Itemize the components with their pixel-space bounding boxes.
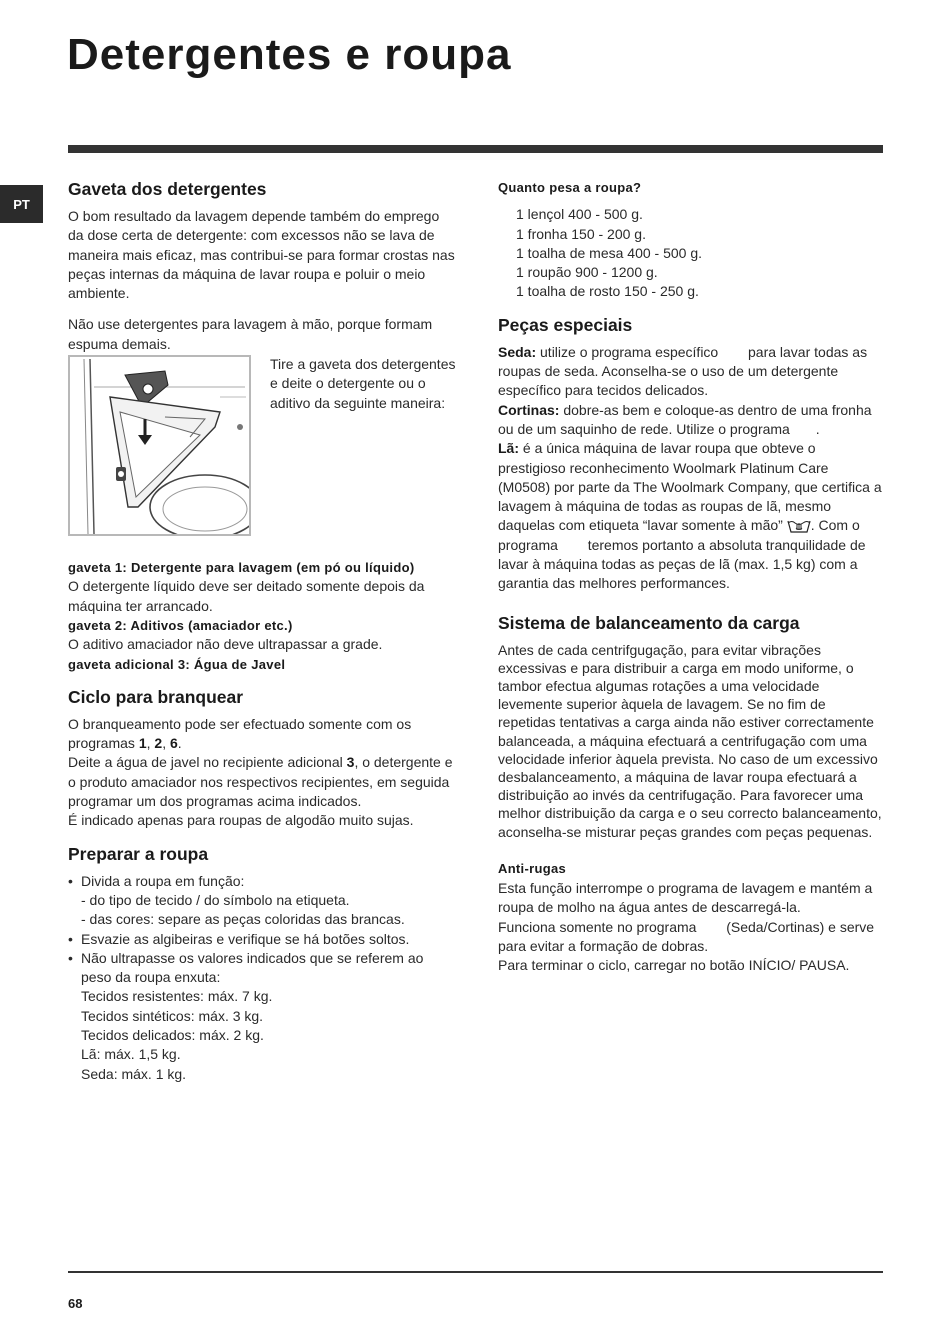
weight-limit: Seda: máx. 1 kg. xyxy=(81,1065,187,1082)
slot-3-label: gaveta adicional 3: Água de Javel xyxy=(68,656,286,672)
bleach-paragraph-1: O branqueamento pode ser efectuado somente com os programas 1, 2, 6. xyxy=(68,715,412,752)
weight-list xyxy=(498,205,883,301)
weight-limit: Tecidos resistentes: máx. 7 kg. xyxy=(81,988,273,1005)
right-column xyxy=(498,178,883,976)
program-number: 2 xyxy=(154,735,163,752)
slot-2-label: gaveta 2: Aditivos (amaciador etc.) xyxy=(68,617,293,633)
slot-1-text: O detergente líquido deve ser deitado somente depois da máquina ter arrancado. xyxy=(68,578,425,614)
anticrease-paragraph-3: Para terminar o ciclo, carregar no botão INÍCIO/ PAUSA. xyxy=(498,957,850,974)
drawer-intro: O bom resultado da lavagem depende também do emprego da dose certa de detergente: com excessos não se lava de maneira mais eficaz, mas contribui-se para formar crostas nas peças internas da máquina de lavar roupa e poluir o meio ambiente. xyxy=(68,208,455,302)
drawer-figure-row xyxy=(68,355,456,536)
prepare-heading: Preparar a roupa xyxy=(68,843,209,864)
balance-heading: Sistema de balanceamento da carga xyxy=(498,612,800,633)
balance-paragraph: Antes de cada centrifgugação, para evitar vibrações excessivas e para distribuir a carga em modo uniforme, o tambor efectua algumas rotações a uma velocidade levemente superior àquela de lavagem. Se no fim de repetidas tentativas a carga ainda não estiver correctamente balanceada, a máquina efectuará a centrifugação com uma velocidade inferior àquela prevista. No caso de um excessivo desbalanceamento, a máquina de lavar roupa efectuará a distribuição ao invés da centrifugação. Para favorecer uma melhor distribuição da carga e o seu correcto balanceamento, aconselha-se misturar peças grandes com peças pequenas. xyxy=(498,641,882,840)
list-item: • Esvazie as algibeiras e verifique se há botões soltos. xyxy=(68,930,410,947)
wool-paragraph: Lã: é a única máquina de lavar roupa que obteve o prestigioso reconhecimento Woolmark Platinum Care (M0508) por parte da The Woolmark Company, que certifica a lavagem à máquina de todas as roupas de lã, mesmo daquelas com etiqueta “lavar somente à mão” . Com o programa teremos portanto a absoluta tranquilidade de lavar à máquina todas as peças de lã (max. 1,5 kg) com a garantia das melhores performances. xyxy=(498,440,882,592)
page-title: Detergentes e roupa xyxy=(67,30,512,79)
list-item: • Divida a roupa em função: - do tipo de tecido / do símbolo na etiqueta. - das cores: separe as peças coloridas das brancas. xyxy=(68,872,456,930)
list-item: 1 lençol 400 - 500 g. xyxy=(516,206,643,223)
anticrease-paragraph-2: Funciona somente no programa (Seda/Cortinas) e serve para evitar a formação de dobras. xyxy=(498,918,875,955)
list-item: 1 fronha 150 - 200 g. xyxy=(516,225,646,242)
weight-limit: Tecidos sintéticos: máx. 3 kg. xyxy=(81,1007,264,1024)
prepare-list xyxy=(68,872,456,1084)
slot-1-label: gaveta 1: Detergente para lavagem (em pó ou líquido) xyxy=(68,560,415,576)
drawer-warning: Não use detergentes para lavagem à mão, porque formam espuma demais. xyxy=(68,316,433,352)
language-tab: PT xyxy=(0,185,43,223)
bottom-divider xyxy=(68,1271,883,1273)
program-number: 6 xyxy=(169,735,178,752)
list-item: 1 toalha de mesa 400 - 500 g. xyxy=(516,244,703,261)
list-item: • Não ultrapasse os valores indicados que se referem ao peso da roupa enxuta: Tecidos resistentes: máx. 7 kg. Tecidos sintéticos: máx. 3 kg. Tecidos delicados: máx. 2 kg. Lã: máx. 1,5 kg. Seda: máx. 1 kg. xyxy=(68,949,456,1084)
hand-wash-symbol-icon xyxy=(787,519,811,533)
figure-caption: Tire a gaveta dos detergentes e deite o detergente ou o aditivo da seguinte maneira: xyxy=(270,356,456,411)
list-subitem: - do tipo de tecido / do símbolo na etiqueta. xyxy=(81,891,350,908)
detergent-drawer-illustration xyxy=(68,355,251,536)
bleach-heading: Ciclo para branquear xyxy=(68,686,244,707)
program-number: 1 xyxy=(138,735,147,752)
container-number: 3 xyxy=(346,754,355,771)
drawer-heading: Gaveta dos detergentes xyxy=(68,179,267,199)
special-heading: Peças especiais xyxy=(498,314,633,335)
weight-heading: Quanto pesa a roupa? xyxy=(498,180,642,195)
top-divider xyxy=(68,145,883,153)
left-column xyxy=(68,178,456,1084)
list-item: 1 toalha de rosto 150 - 250 g. xyxy=(516,283,699,300)
slot-2-text: O aditivo amaciador não deve ultrapassar a grade. xyxy=(68,636,383,653)
bleach-paragraph-2: Deite a água de javel no recipiente adicional 3, o detergente e o produto amaciador nos respectivos recipientes, em seguida programar um dos programas acima indicados. xyxy=(68,754,453,810)
weight-limit: Tecidos delicados: máx. 2 kg. xyxy=(81,1027,264,1044)
anticrease-heading: Anti-rugas xyxy=(498,860,566,876)
list-item: 1 roupão 900 - 1200 g. xyxy=(516,264,658,281)
page-number: 68 xyxy=(68,1296,83,1311)
silk-paragraph: Seda: utilize o programa específico para lavar todas as roupas de seda. Aconselha-se o uso de um detergente específico para tecidos delicados. xyxy=(498,343,868,399)
anticrease-paragraph-1: Esta função interrompe o programa de lavagem e mantém a roupa de molho na água antes de descarregá-la. xyxy=(498,880,873,916)
weight-limit: Lã: máx. 1,5 kg. xyxy=(81,1046,181,1063)
curtains-paragraph: Cortinas: dobre-as bem e coloque-as dentro de uma fronha ou de um saquinho de rede. Utilize o programa . xyxy=(498,401,872,437)
list-subitem: - das cores: separe as peças coloridas das brancas. xyxy=(81,911,405,928)
bleach-paragraph-3: É indicado apenas para roupas de algodão muito sujas. xyxy=(68,812,414,829)
